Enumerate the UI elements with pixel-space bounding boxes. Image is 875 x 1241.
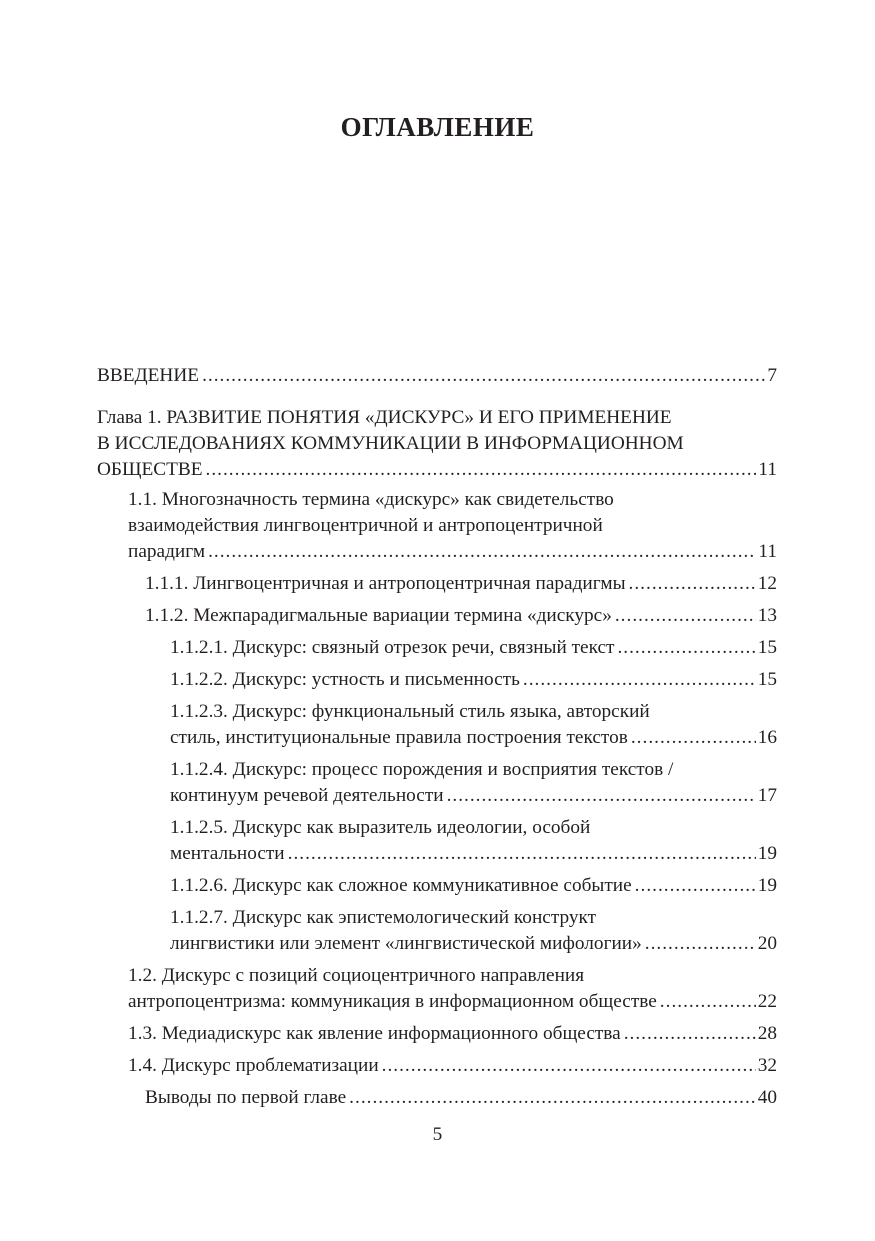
toc-entry-title: 1.1.2.5. Дискурс как выразитель идеологии, особой xyxy=(170,817,591,838)
toc-page-number: 11 xyxy=(758,541,777,562)
toc-page-number: 20 xyxy=(757,933,777,954)
toc-page-number: 19 xyxy=(757,875,777,896)
toc-entry-title: парадигм xyxy=(128,541,206,562)
dot-leader xyxy=(523,667,756,693)
toc-page-number: 40 xyxy=(757,1087,777,1108)
toc-entry-title: 1.2. Дискурс с позиций социоцентричного направления xyxy=(128,965,585,986)
toc-entry-1-1-2-7[interactable] xyxy=(170,905,777,957)
toc-entry-title: 1.1.1. Лингвоцентричная и антропоцентричная парадигмы xyxy=(145,573,626,594)
toc-page-number: 15 xyxy=(757,637,777,658)
toc-entry-1-1-2[interactable] xyxy=(145,603,777,629)
toc-entry-conclusions[interactable] xyxy=(145,1085,777,1111)
toc-entry-title: 1.1.2. Межпарадигмальные вариации термина «дискурс» xyxy=(145,605,612,626)
toc-entry-1-1-2-3[interactable] xyxy=(170,699,777,751)
toc-entry-title: 1.1.2.6. Дискурс как сложное коммуникативное событие xyxy=(170,875,632,896)
dot-leader xyxy=(645,931,756,957)
dot-leader xyxy=(624,1021,756,1047)
dot-leader xyxy=(382,1053,756,1079)
toc-entry-chapter-1[interactable] xyxy=(97,405,777,483)
toc-entry-title: 1.1.2.1. Дискурс: связный отрезок речи, связный текст xyxy=(170,637,615,658)
toc-entry-title: континуум речевой деятельности xyxy=(170,785,444,806)
dot-leader xyxy=(629,571,756,597)
toc-page-number: 13 xyxy=(757,605,777,626)
toc-entry-title: стиль, институциональные правила построения текстов xyxy=(170,727,628,748)
toc-entry-1-1-2-5[interactable] xyxy=(170,815,777,867)
toc-entry-title: лингвистики или элемент «лингвистической мифологии» xyxy=(170,933,642,954)
toc-page-number: 19 xyxy=(757,843,777,864)
toc-entry-1-3[interactable] xyxy=(128,1021,777,1047)
toc-entry-title: взаимодействия лингвоцентричной и антропоцентричной xyxy=(128,515,603,536)
toc-entry-1-2[interactable] xyxy=(128,963,777,1015)
toc-entry-1-1[interactable] xyxy=(128,487,777,565)
toc-entry-title: ОБЩЕСТВЕ xyxy=(97,459,203,480)
toc-entry-title: 1.1.2.4. Дискурс: процесс порождения и восприятия текстов / xyxy=(170,759,674,780)
dot-leader xyxy=(617,635,755,661)
toc-page-number: 17 xyxy=(757,785,777,806)
toc-entry-title: 1.4. Дискурс проблематизации xyxy=(128,1055,379,1076)
dot-leader xyxy=(206,457,757,483)
toc-page-number: 16 xyxy=(757,727,777,748)
toc-entry-title: 1.1.2.2. Дискурс: устность и письменность xyxy=(170,669,520,690)
table-of-contents xyxy=(97,363,777,1111)
toc-entry-title: Выводы по первой главе xyxy=(145,1087,347,1108)
toc-entry-title: 1.1.2.7. Дискурс как эпистемологический конструкт xyxy=(170,907,597,928)
dot-leader xyxy=(447,783,756,809)
dot-leader xyxy=(615,603,756,629)
toc-entry-title: Глава 1. РАЗВИТИЕ ПОНЯТИЯ «ДИСКУРС» И ЕГО ПРИМЕНЕНИЕ xyxy=(97,407,672,428)
toc-page-number: 12 xyxy=(757,573,777,594)
toc-entry-1-1-2-1[interactable] xyxy=(170,635,777,661)
dot-leader xyxy=(349,1085,756,1111)
toc-page-number: 28 xyxy=(757,1023,777,1044)
dot-leader xyxy=(202,363,765,389)
dot-leader xyxy=(288,841,756,867)
toc-entry-title: 1.3. Медиадискурс как явление информационного общества xyxy=(128,1023,621,1044)
toc-page-number: 32 xyxy=(757,1055,777,1076)
page-number: 5 xyxy=(432,1124,443,1145)
toc-entry-title: 1.1.2.3. Дискурс: функциональный стиль языка, авторский xyxy=(170,701,650,722)
toc-entry-introduction[interactable] xyxy=(97,363,777,389)
toc-entry-title: ментальности xyxy=(170,843,285,864)
dot-leader xyxy=(660,989,756,1015)
toc-entry-1-4[interactable] xyxy=(128,1053,777,1079)
toc-entry-1-1-2-4[interactable] xyxy=(170,757,777,809)
dot-leader xyxy=(631,725,756,751)
toc-entry-title: 1.1. Многозначность термина «дискурс» как свидетельство xyxy=(128,489,614,510)
toc-page-number: 22 xyxy=(757,991,777,1012)
toc-entry-title: ВВЕДЕНИЕ xyxy=(97,365,200,386)
toc-entry-title: антропоцентризма: коммуникация в информационном обществе xyxy=(128,991,657,1012)
dot-leader xyxy=(635,873,756,899)
toc-page-number: 11 xyxy=(758,459,777,480)
toc-page-number: 7 xyxy=(767,365,777,386)
toc-entry-1-1-2-6[interactable] xyxy=(170,873,777,899)
page-title: ОГЛАВЛЕНИЕ xyxy=(340,112,535,142)
toc-entry-title: В ИССЛЕДОВАНИЯХ КОММУНИКАЦИИ В ИНФОРМАЦИОННОМ xyxy=(97,433,684,454)
toc-entry-1-1-2-2[interactable] xyxy=(170,667,777,693)
toc-entry-1-1-1[interactable] xyxy=(145,571,777,597)
dot-leader xyxy=(208,539,756,565)
toc-page-number: 15 xyxy=(757,669,777,690)
